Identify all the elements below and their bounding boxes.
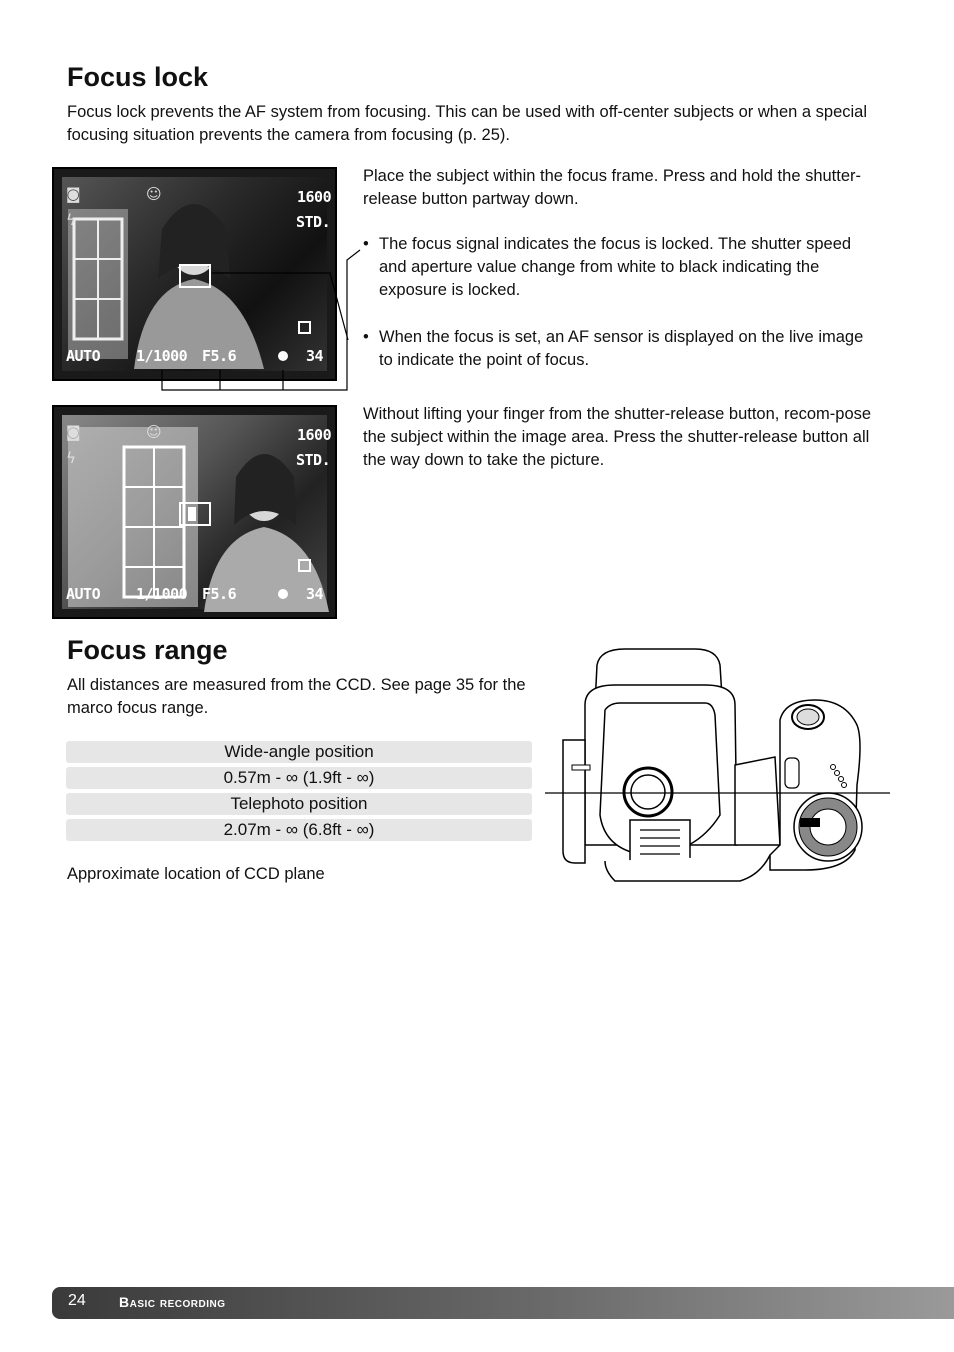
focus-range-row-wide-label: Wide-angle position <box>66 741 532 763</box>
focus-lock-intro: Focus lock prevents the AF system from focusing. This can be used with off-center subjects or when a special focusing situation prevents the camera from focusing (p. 25). <box>67 103 868 144</box>
bullet-focus-signal: • The focus signal indicates the focus is locked. The shutter speed and aperture value change from white to black indicating the exposure is locked. <box>363 235 852 299</box>
lcd-mode: AUTO <box>66 347 101 365</box>
lcd-frames: 34 <box>306 585 324 603</box>
lcd-iso: 1600 <box>297 188 332 206</box>
lcd-mode: AUTO <box>66 585 101 603</box>
focus-lock-title: Focus lock <box>67 62 209 92</box>
bullet-af-sensor: • When the focus is set, an AF sensor is displayed on the live image to indicate the point of focus. <box>363 328 864 369</box>
lcd-iso: 1600 <box>297 426 332 444</box>
focus-range-row-wide-value: 0.57m - ∞ (1.9ft - ∞) <box>66 767 532 789</box>
face-icon: ☺ <box>146 185 162 203</box>
section-title: Basic recording <box>119 1294 226 1310</box>
lcd-quality: STD. <box>296 213 331 231</box>
focus-lock-step1: Place the subject within the focus frame. Press and hold the shutter-release button partway down. <box>363 167 862 208</box>
face-icon: ☺ <box>146 423 162 441</box>
lcd-shutter: 1/1000 <box>136 585 188 603</box>
camera-top-view-illustration <box>545 645 890 885</box>
flash-icon: ϟ <box>66 449 76 467</box>
page-footer <box>52 1287 954 1319</box>
lcd-image-recomposed <box>52 405 337 619</box>
focus-lock-step2: Without lifting your finger from the shutter-release button, recom-pose the subject within the image area. Press the shutter-release button all the way down to take the picture. <box>363 405 872 469</box>
flash-icon: ϟ <box>66 211 76 229</box>
lcd-quality: STD. <box>296 451 331 469</box>
lcd-aperture: F5.6 <box>202 347 237 365</box>
callout-lines <box>140 240 370 400</box>
focus-range-row-tele-value: 2.07m - ∞ (6.8ft - ∞) <box>66 819 532 841</box>
lcd-aperture: F5.6 <box>202 585 237 603</box>
lcd-frames: 34 <box>306 347 324 365</box>
camera-icon: ◙ <box>66 423 81 441</box>
lcd-shutter: 1/1000 <box>136 347 188 365</box>
focus-range-intro: All distances are measured from the CCD. See page 35 for the marco focus range. <box>67 676 526 717</box>
page-number: 24 <box>68 1292 86 1309</box>
focus-range-row-tele-label: Telephoto position <box>66 793 532 815</box>
ccd-plane-caption: Approximate location of CCD plane <box>67 865 325 883</box>
camera-icon: ◙ <box>66 185 81 203</box>
focus-range-title: Focus range <box>67 635 228 665</box>
